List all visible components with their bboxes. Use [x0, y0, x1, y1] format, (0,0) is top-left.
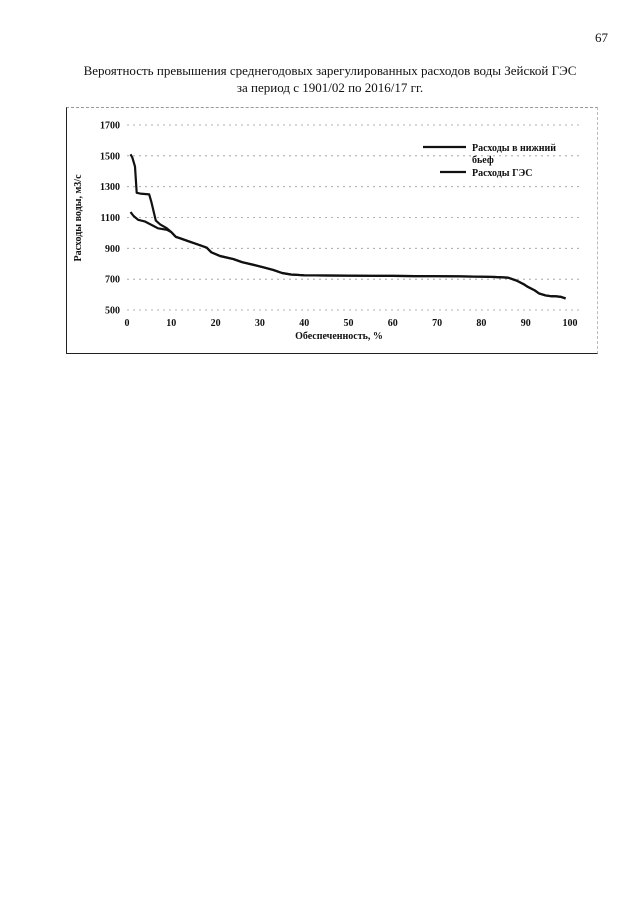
legend — [423, 143, 556, 179]
page-number: 67 — [595, 30, 608, 45]
x-tick-label: 90 — [520, 318, 531, 329]
chart-title-line-2: за период с 1901/02 по 2016/17 гг. — [236, 80, 424, 95]
x-axis-ticks — [125, 318, 578, 329]
legend-label-2: Расходы ГЭС — [472, 168, 533, 179]
y-tick-label: 1700 — [100, 120, 120, 132]
x-tick-label: 100 — [562, 318, 578, 329]
chart-title-line-1: Вероятность превышения среднегодовых зарегулированных расходов воды Зейской ГЭС — [83, 63, 577, 78]
x-tick-label: 30 — [254, 318, 265, 329]
legend-label-1-cont: бьеф — [472, 155, 494, 166]
x-tick-label: 0 — [124, 318, 130, 329]
legend-label-1: Расходы в нижний — [472, 143, 557, 154]
y-tick-label: 900 — [105, 243, 120, 255]
y-tick-label: 700 — [105, 274, 120, 286]
x-tick-label: 70 — [432, 318, 443, 329]
x-tick-label: 10 — [166, 318, 177, 329]
x-tick-label: 80 — [476, 318, 487, 329]
x-tick-label: 20 — [210, 318, 221, 329]
x-tick-label: 50 — [343, 318, 354, 329]
series-line-2 — [131, 212, 566, 298]
x-tick-label: 40 — [299, 318, 310, 329]
y-axis-label: Расходы воды, м3/с — [73, 174, 84, 262]
y-tick-label: 1300 — [100, 182, 120, 194]
y-axis-ticks — [100, 121, 120, 317]
x-tick-label: 60 — [387, 318, 398, 329]
y-tick-label: 1500 — [100, 151, 120, 163]
x-axis-label: Обеспеченность, % — [295, 331, 383, 342]
y-tick-label: 1100 — [100, 213, 120, 224]
y-tick-label: 500 — [105, 305, 120, 317]
